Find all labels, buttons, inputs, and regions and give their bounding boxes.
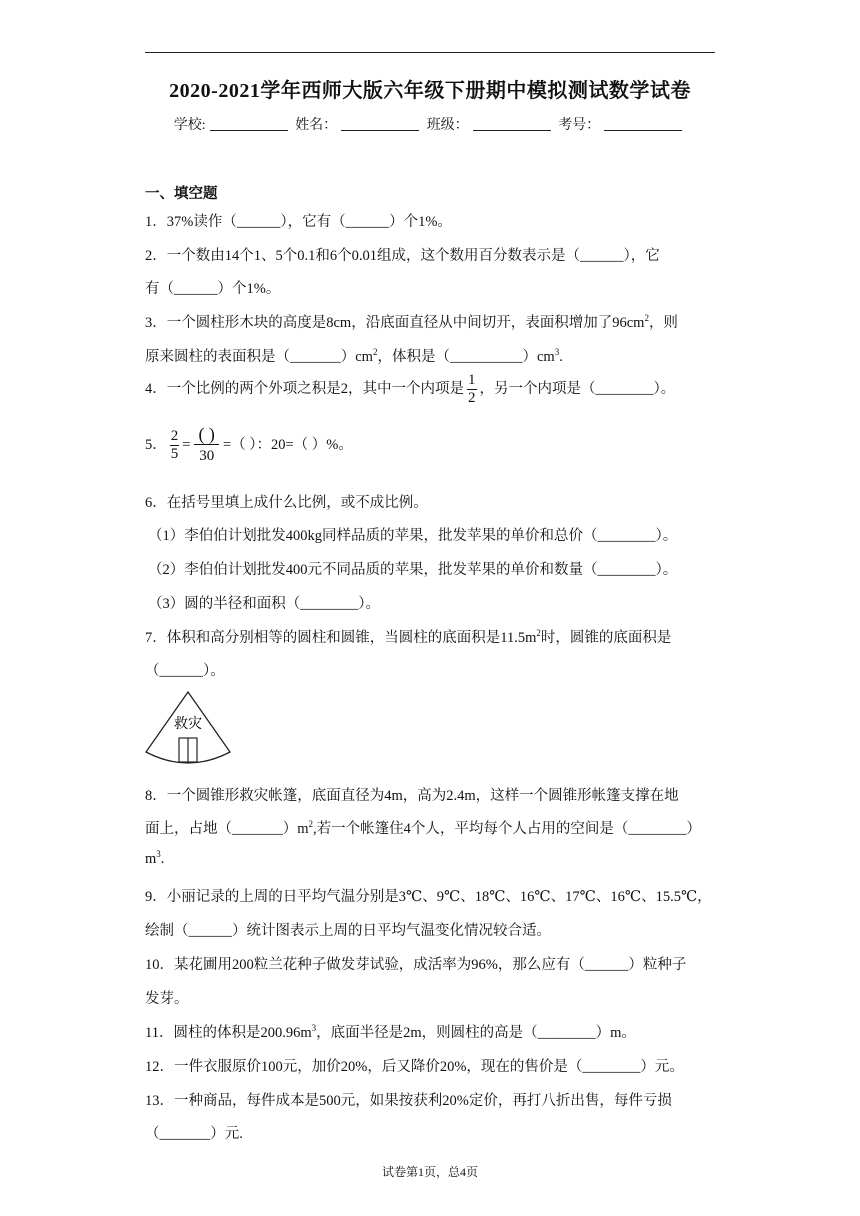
question-10-line-1: 10．某花圃用200粒兰花种子做发芽试验，成活率为96%，那么应有（______）粒种子 — [145, 957, 687, 973]
tent-label: 救灾 — [174, 716, 202, 732]
q11-text-a: 11．圆柱的体积是200.96m — [145, 1025, 312, 1041]
rescue-tent-figure — [140, 690, 236, 770]
question-9-line-2: 绘制（______）统计图表示上周的日平均气温变化情况较合适。 — [145, 923, 551, 939]
question-3-line-1 — [145, 311, 678, 332]
student-info-row — [0, 114, 860, 134]
question-11 — [145, 1021, 636, 1042]
q5-fraction-2 — [194, 424, 219, 467]
q8-text-d: . — [160, 851, 165, 867]
q8-text-c: m — [145, 851, 157, 867]
q8-text-b: ,若一个帐篷住4个人，平均每个人占用的空间是（________） — [313, 821, 701, 837]
question-2-line-1: 2．一个数由14个1、5个0.1和6个0.01组成，这个数用百分数表示是（______），它 — [145, 248, 660, 264]
class-blank[interactable] — [473, 118, 551, 131]
question-6-sub-2: （2）李伯伯计划批发400元不同品质的苹果，批发苹果的单价和数量（________）。 — [148, 562, 678, 578]
question-8-line-1: 8．一个圆锥形救灾帐篷，底面直径为4m，高为2.4m，这样一个圆锥形帐篷支撑在地 — [145, 788, 679, 804]
question-7-line-2: （______）。 — [145, 663, 225, 679]
question-13-line-1: 13．一种商品，每件成本是500元，如果按获利20%定价，再打八折出售，每件亏损 — [145, 1093, 672, 1109]
q5-prefix: 5． — [145, 436, 167, 453]
top-rule — [145, 52, 715, 53]
q3-text-d: ，体积是（__________）cm — [377, 349, 555, 365]
q11-sup: 3 — [311, 1023, 317, 1033]
q4-fraction — [467, 372, 477, 407]
q3-sup-area: 2 — [372, 347, 378, 357]
name-label: 姓名： — [295, 118, 338, 133]
question-6-stem: 6．在括号里填上成什么比例，或不成比例。 — [145, 495, 428, 511]
question-12: 12．一件衣服原价100元，加价20%，后又降价20%，现在的售价是（________）元。 — [145, 1059, 684, 1075]
question-5 — [145, 424, 353, 467]
q3-text-e: . — [559, 349, 563, 365]
q5-rest: =（ ）：20=（ ）%。 — [222, 436, 353, 453]
q5-frac1-num: 2 — [170, 428, 179, 444]
q3-text-b: ，则 — [648, 315, 678, 331]
question-3-line-2 — [145, 345, 563, 366]
name-blank[interactable] — [341, 118, 419, 131]
question-10-line-2: 发芽。 — [145, 991, 189, 1007]
question-4 — [145, 372, 675, 407]
q8-text-a: 面上，占地（_______）m — [145, 821, 309, 837]
question-6-sub-1: （1）李伯伯计划批发400kg同样品质的苹果，批发苹果的单价和总价（________）。 — [148, 528, 678, 544]
class-label: 班级： — [426, 118, 469, 133]
question-7-line-1 — [145, 626, 671, 647]
q3-text-a: 3．一个圆柱形木块的高度是8cm，沿底面直径从中间切开，表面积增加了96cm — [145, 315, 645, 331]
question-8-line-3 — [145, 851, 164, 868]
q5-eq: = — [182, 436, 191, 453]
question-1: 1．37%读作（______），它有（______）个1%。 — [145, 214, 452, 230]
question-8-line-2 — [145, 817, 701, 838]
q5-frac2-den: 30 — [199, 448, 215, 464]
question-9-line-1: 9．小丽记录的上周的日平均气温分别是3℃、9℃、18℃、16℃、17℃、16℃、15.5℃， — [145, 889, 712, 905]
page-footer: 试卷第1页，总4页 — [381, 1165, 478, 1179]
q3-sup-volume: 3 — [554, 347, 560, 357]
exam-no-blank[interactable] — [604, 118, 682, 131]
question-13-line-2: （_______）元. — [145, 1126, 243, 1142]
q4-text-b: ，另一个内项是（________）。 — [479, 380, 676, 397]
q8-sup-area: 2 — [308, 819, 314, 829]
q4-frac-num: 1 — [468, 372, 476, 388]
q7-sup: 2 — [536, 628, 541, 638]
q7-text-b: 时，圆锥的底面积是 — [540, 630, 672, 646]
q4-text-a: 4．一个比例的两个外项之积是2，其中一个内项是 — [145, 380, 464, 397]
q7-text-a: 7．体积和高分别相等的圆柱和圆锥，当圆柱的底面积是11.5m — [145, 630, 537, 646]
question-2-line-2: 有（______）个1%。 — [145, 281, 281, 297]
school-label: 学校: — [173, 118, 206, 133]
q11-text-b: ，底面半径是2m，则圆柱的高是（________）m。 — [316, 1025, 636, 1041]
q3-sup: 2 — [644, 313, 649, 323]
q4-frac-den: 2 — [468, 390, 476, 406]
q5-frac2-num: ( ) — [194, 424, 219, 445]
question-6-sub-3: （3）圆的半径和面积（________）。 — [148, 596, 380, 612]
section-title: 一、填空题 — [145, 186, 218, 202]
page-title: 2020-2021学年西师大版六年级下册期中模拟测试数学试卷 — [169, 80, 691, 102]
exam-no-label: 考号： — [558, 118, 601, 133]
q3-text-c: 原来圆柱的表面积是（_______）cm — [145, 349, 373, 365]
q5-fraction-1 — [170, 428, 180, 463]
q8-sup-volume: 3 — [156, 849, 161, 859]
school-blank[interactable] — [210, 118, 288, 131]
q5-frac1-den: 5 — [170, 446, 179, 462]
